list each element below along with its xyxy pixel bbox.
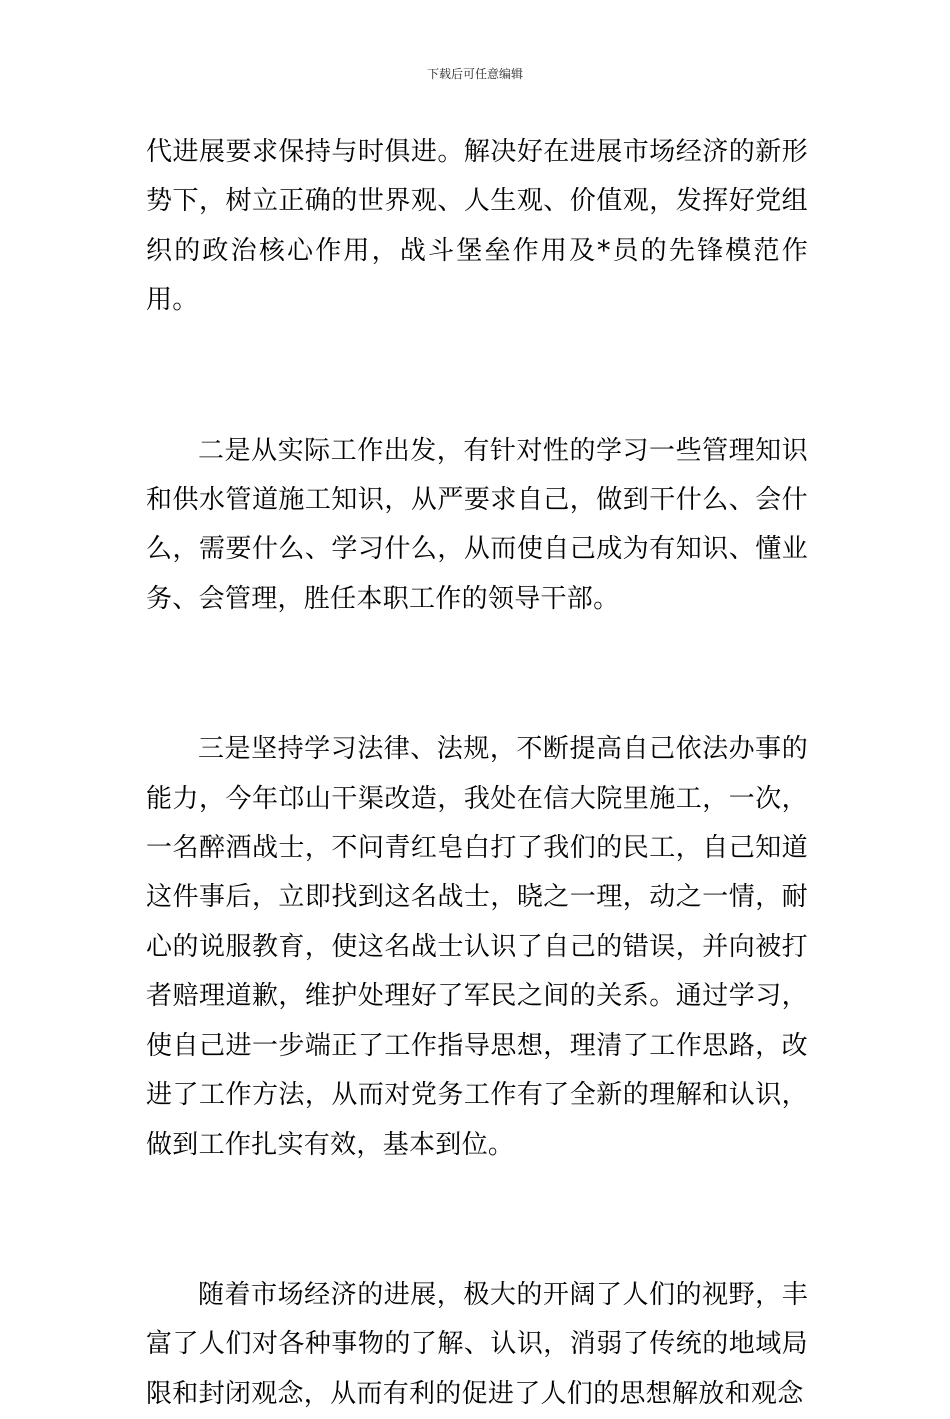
document-body [146,128,808,1419]
paragraph-spacer [146,1170,808,1271]
paragraph-spacer [146,326,808,427]
paragraph-1: 代进展要求保持与时俱进。解决好在进展市场经济的新形势下，树立正确的世界观、人生观、价值观，发挥好党组织的政治核心作用，战斗堡垒作用及*员的先锋模范作用。 [146,137,808,316]
page-header-note: 下载后可任意编辑 [426,67,523,81]
paragraph-4: 随着市场经济的进展，极大的开阔了人们的视野，丰富了人们对各种事物的了解、认识，消弱了传统的地域局限和封闭观念，从而有利的促进了人们的思想解放和观念 [146,1279,808,1409]
paragraph-2: 二是从实际工作出发，有针对性的学习一些管理知识和供水管道施工知识，从严要求自己，做到干什么、会什么，需要什么、学习什么，从而使自己成为有知识、懂业务、会管理，胜任本职工作的领导干部。 [146,435,808,614]
paragraph-3: 三是坚持学习法律、法规，不断提高自己依法办事的能力，今年邙山干渠改造，我处在信大院里施工，一次，一名醉酒战士，不问青红皂白打了我们的民工，自己知道这件事后，立即找到这名战士，晓之一理，动之一情，耐心的说服教育，使这名战士认识了自己的错误，并向被打者赔理道歉，维护处理好了军民之间的关系。通过学习，使自己进一步端正了工作指导思想，理清了工作思路，改进了工作方法，从而对党务工作有了全新的理解和认识，做到工作扎实有效，基本到位。 [146,734,808,1160]
paragraph-spacer [146,624,808,725]
